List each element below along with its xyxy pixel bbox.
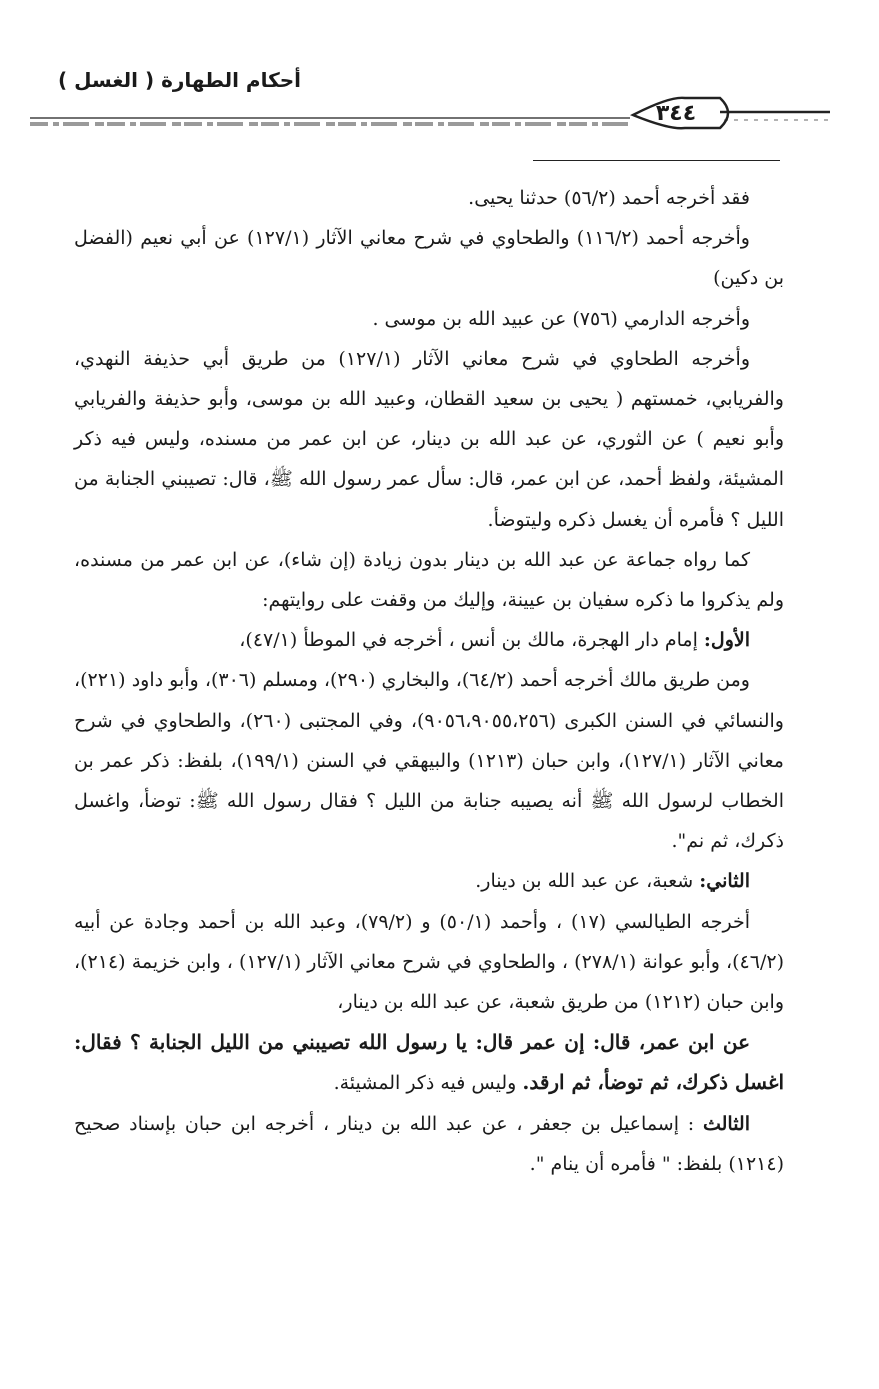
paragraph-11-lead: الثالث [702, 1112, 750, 1135]
paragraph-10 [74, 1022, 784, 1103]
paragraph-3: وأخرجه الدارمي (٧٥٦) عن عبيد الله بن موسى . [372, 307, 750, 330]
paragraph-4: وأخرجه الطحاوي في شرح معاني الآثار (١٢٧/١) من طريق أبي حذيفة النهدي، والفريابي، خمستهم ( يحيى بن سعيد القطان، وعبيد الله بن موسى، وأبو حذيفة والفريابي وأبو نعيم ) عن الثوري، عن عبد الله بن دينار، عن ابن عمر من مسنده، وليس فيه ذكر المشيئة، ولفظ أحمد، عن ابن عمر، قال: سأل عمر رسول الله ﷺ، قال: تصيبني الجنابة من الليل ؟ فأمره أن يغسل ذكره وليتوضأ. [74, 347, 784, 531]
paragraph-7: ومن طريق مالك أخرجه أحمد (٦٤/٢)، والبخاري (٢٩٠)، ومسلم (٣٠٦)، وأبو داود (٢٢١)، والنسائي في السنن الكبرى (٩٠٥٦،٩٠٥٥،٢٥٦)، وفي المجتبى (٢٦٠)، والطحاوي في شرح معاني الآثار (١٢٧/١)، وابن حبان (١٢١٣) والبيهقي في السنن (١٩٩/١)، بلفظ: ذكر عمر بن الخطاب لرسول الله ﷺ أنه يصيبه جنابة من الليل ؟ فقال رسول الله ﷺ: توضأ، واغسل ذكرك، ثم نم". [74, 669, 784, 853]
paragraph-6-lead: الأول: [703, 629, 750, 652]
paragraph-6-text: إمام دار الهجرة، مالك بن أنس ، أخرجه في الموطأ (٤٧/١)، [239, 629, 704, 652]
paragraph-5: كما رواه جماعة عن عبد الله بن دينار بدون زيادة (إن شاء)، عن ابن عمر من مسنده، ولم يذكروا ما ذكره سفيان بن عيينة، وإليك من وقفت على روايتهم: [74, 548, 784, 612]
paragraph-2: وأخرجه أحمد (١١٦/٢) والطحاوي في شرح معاني الآثار (١٢٧/١) عن أبي نعيم (الفضل بن دكين) [74, 227, 784, 290]
footnote-rule [533, 160, 780, 161]
paragraph-8 [74, 861, 784, 901]
running-title: أحكام الطهارة ( الغسل ) [58, 68, 301, 92]
paragraph-10-bold: عن ابن عمر، قال: إن عمر قال: يا رسول الله تصيبني من الليل الجنابة ؟ فقال: اغسل ذكرك، ثم توضأ، ثم ارقد. [74, 1030, 784, 1095]
paragraph-6 [74, 620, 784, 660]
paragraph-11 [74, 1104, 784, 1184]
paragraph-8-text: شعبة، عن عبد الله بن دينار. [475, 870, 700, 893]
paragraph-11-text: : إسماعيل بن جعفر ، عن عبد الله بن دينار ، أخرجه ابن حبان بإسناد صحيح (١٢١٤) بلفظ: " فأمره أن ينام ". [74, 1112, 784, 1175]
page-number: ٣٤٤ [655, 100, 697, 126]
paragraph-9: أخرجه الطيالسي (١٧) ، وأحمد (٥٠/١) و (٧٩/٢)، وعبد الله بن أحمد وجادة عن أبيه (٤٦/٢)، وأبو عوانة (٢٧٨/١) ، والطحاوي في شرح معاني الآثار (١٢٧/١) ، وابن خزيمة (٢١٤)، وابن حبان (١٢١٢) من طريق شعبة، عن عبد الله بن دينار، [74, 910, 784, 1014]
body-text [74, 178, 784, 1184]
paragraph-1: فقد أخرجه أحمد (٥٦/٢) حدثنا يحيى. [468, 187, 750, 209]
paragraph-10-rest: وليس فيه ذكر المشيئة. [333, 1072, 523, 1095]
paragraph-8-lead: الثاني: [699, 870, 750, 893]
